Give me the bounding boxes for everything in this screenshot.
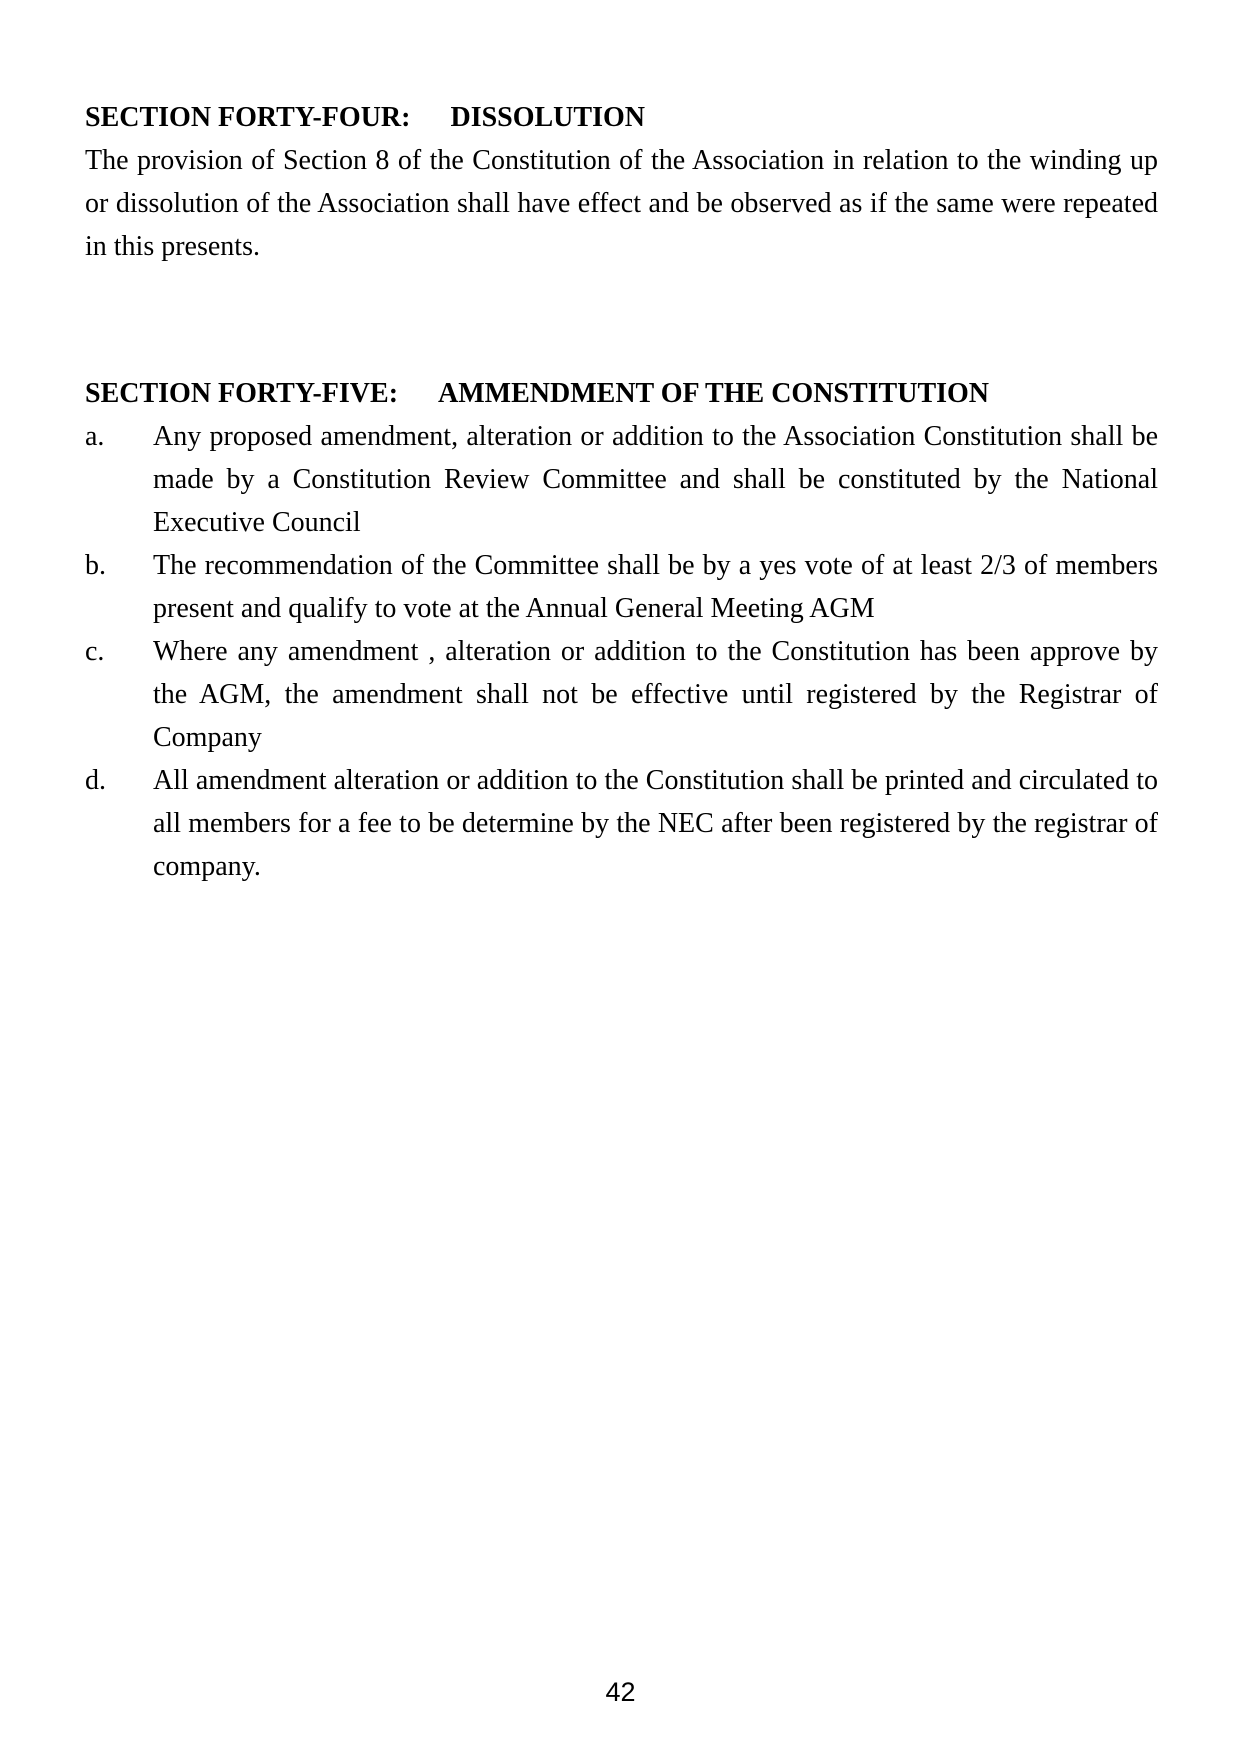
section-forty-four-paragraph: The provision of Section 8 of the Constitution of the Association in relation to the winding up or dissolution of the Association shall have effect and be observed as if the same were repeated in this presents. [85,145,1158,262]
section-forty-five [85,372,1158,888]
list-item [85,759,1158,888]
page-content [85,96,1158,888]
section-forty-four-heading-label: SECTION FORTY-FOUR: [85,102,411,133]
section-forty-five-heading-title: AMMENDMENT OF THE CONSTITUTION [438,378,990,409]
section-forty-five-heading-label: SECTION FORTY-FIVE: [85,378,399,409]
list-item [85,544,1158,630]
amendment-clause-list [85,415,1158,888]
list-item-marker: a. [85,421,105,452]
list-item-text: All amendment alteration or addition to the Constitution shall be printed and circulated to all members for a fee to be determine by the NEC after been registered by the registrar of company. [153,765,1158,882]
list-item-marker: d. [85,765,106,796]
section-forty-four-heading-title: DISSOLUTION [450,102,645,133]
section-forty-four-heading [85,96,1158,139]
list-item-text: Any proposed amendment, alteration or addition to the Association Constitution shall be made by a Constitution Review Committee and shall be constituted by the National Executive Council [153,421,1158,538]
list-item-marker: c. [85,636,105,667]
list-item-marker: b. [85,550,106,581]
list-item [85,415,1158,544]
list-item-text: Where any amendment , alteration or addition to the Constitution has been approve by the AGM, the amendment shall not be effective until registered by the Registrar of Company [153,636,1158,753]
page-number: 42 [605,1677,636,1707]
section-forty-four [85,96,1158,268]
list-item-text: The recommendation of the Committee shall be by a yes vote of at least 2/3 of members present and qualify to vote at the Annual General Meeting AGM [153,550,1158,624]
section-forty-five-heading [85,372,1158,415]
list-item [85,630,1158,759]
